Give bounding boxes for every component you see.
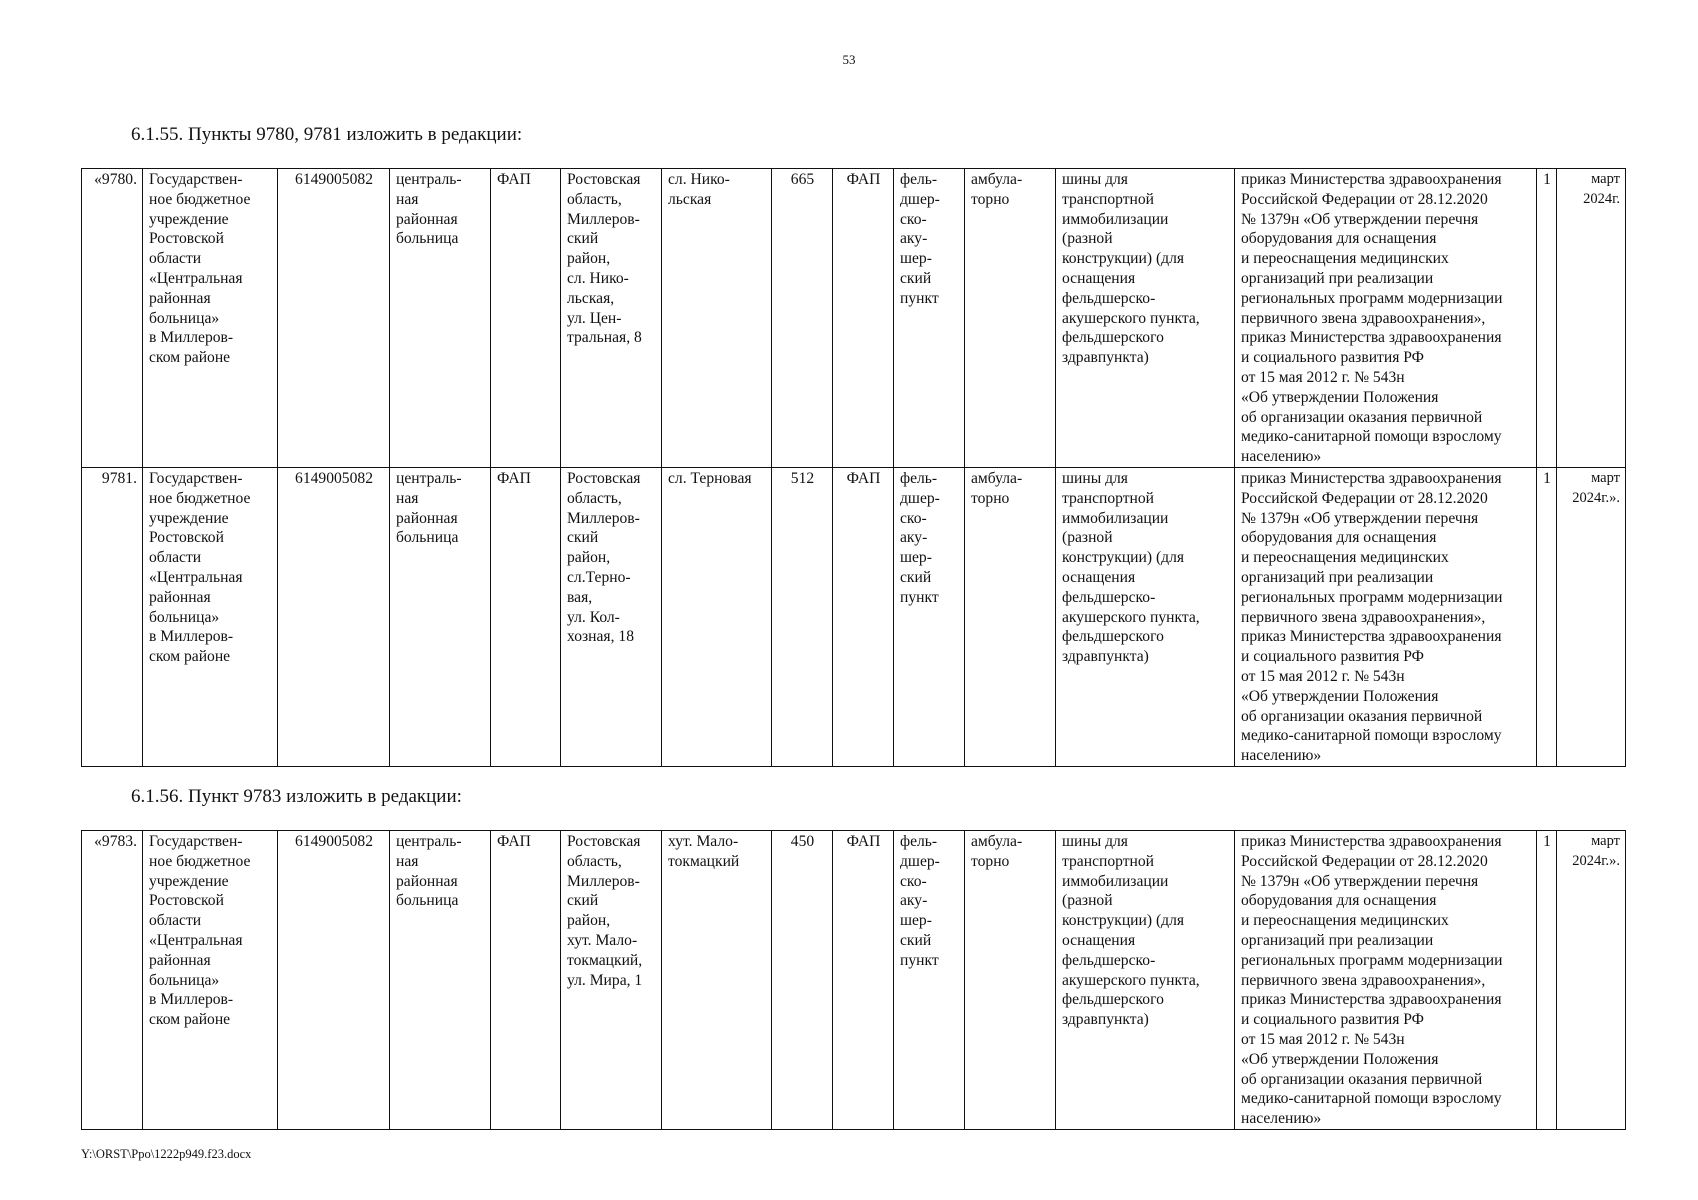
- footer-file-path: Y:\ORST\Ppo\1222p949.f23.docx: [81, 1147, 252, 1161]
- cell-address-line: Миллеров-: [567, 509, 640, 527]
- cell-inn: 6149005082: [278, 169, 390, 468]
- cell-equipment-line: шины для: [1062, 469, 1128, 487]
- cell-date-line: март: [1591, 171, 1620, 187]
- cell-post-type-line: аку-: [900, 230, 928, 248]
- cell-date-line: март: [1591, 833, 1620, 849]
- cell-legal-basis-line: первичного звена здравоохранения»,: [1241, 309, 1486, 327]
- cell-unit: ФАП: [491, 169, 561, 468]
- cell-address-line: ул. Мира, 1: [567, 971, 643, 989]
- cell-organization-line: больница»: [149, 608, 220, 626]
- cell-address-line: вая,: [567, 588, 593, 606]
- cell-settlement-line: льская: [668, 190, 712, 208]
- cell-settlement-line: сл. Нико-: [668, 171, 730, 188]
- cell-post-type-line: ско-: [900, 210, 927, 228]
- cell-post-type-line: дшер-: [900, 190, 940, 208]
- cell-equipment-line: иммобилизации: [1062, 872, 1169, 890]
- cell-equipment-line: здравпункта): [1062, 349, 1149, 367]
- cell-facility-type-line: районная: [396, 872, 458, 890]
- cell-date-line: март: [1591, 469, 1620, 486]
- cell-legal-basis-line: организаций при реализации: [1241, 269, 1434, 287]
- cell-quantity: 1: [1537, 831, 1557, 1130]
- cell-legal-basis-line: населению»: [1241, 448, 1322, 466]
- cell-unit: ФАП: [491, 467, 561, 766]
- cell-legal-basis-line: оборудования для оснащения: [1241, 529, 1437, 547]
- cell-settlement: [662, 831, 772, 1130]
- cell-unit-type: ФАП: [833, 169, 894, 468]
- cell-equipment-line: фельдшерско-: [1062, 289, 1156, 307]
- cell-equipment-line: (разной: [1062, 892, 1113, 910]
- cell-organization-line: области: [149, 549, 202, 567]
- cell-address: [561, 169, 662, 468]
- cell-equipment-line: конструкции) (для: [1062, 549, 1185, 567]
- cell-post-type-line: дшер-: [900, 489, 940, 507]
- cell-facility-type-line: ная: [396, 489, 419, 507]
- cell-legal-basis-line: № 1379н «Об утверждении перечня: [1241, 509, 1479, 527]
- cell-facility-type-line: районная: [396, 210, 458, 228]
- cell-organization-line: ное бюджетное: [149, 489, 251, 507]
- cell-post-type: [894, 169, 965, 468]
- cell-facility-type-line: больница: [396, 529, 459, 547]
- cell-organization-line: ском районе: [149, 1011, 231, 1029]
- cell-address: [561, 467, 662, 766]
- cell-legal-basis-line: и переоснащения медицинских: [1241, 912, 1449, 930]
- cell-post-type-line: аку-: [900, 892, 928, 910]
- cell-address-line: ский: [567, 529, 599, 547]
- cell-equipment-line: шины для: [1062, 833, 1128, 850]
- cell-equipment-line: акушерского пункта,: [1062, 971, 1200, 989]
- cell-organization-line: области: [149, 250, 202, 268]
- cell-care-form-line: амбула-: [971, 469, 1023, 487]
- cell-address-line: Ростовская: [567, 469, 641, 487]
- entries-table: [81, 168, 1626, 767]
- cell-address-line: район,: [567, 912, 611, 930]
- cell-number: «9783.: [82, 831, 143, 1130]
- section-heading: 6.1.56. Пункт 9783 изложить в редакции:: [131, 786, 462, 807]
- cell-organization-line: ное бюджетное: [149, 852, 251, 870]
- cell-date: [1557, 831, 1626, 1130]
- cell-number: «9780.: [82, 169, 143, 468]
- cell-legal-basis-line: приказ Министерства здравоохранения: [1241, 171, 1502, 188]
- cell-organization-line: учреждение: [149, 509, 229, 527]
- cell-legal-basis-line: приказ Министерства здравоохранения: [1241, 469, 1502, 487]
- cell-equipment-line: акушерского пункта,: [1062, 608, 1200, 626]
- cell-equipment-line: транспортной: [1062, 852, 1155, 870]
- cell-organization-line: в Миллеров-: [149, 628, 234, 646]
- cell-post-type-line: пункт: [900, 588, 939, 606]
- cell-post-type-line: ско-: [900, 872, 927, 890]
- cell-legal-basis-line: населению»: [1241, 1110, 1322, 1128]
- cell-post-type-line: ско-: [900, 509, 927, 527]
- cell-legal-basis-line: приказ Министерства здравоохранения: [1241, 329, 1502, 347]
- cell-equipment-line: (разной: [1062, 230, 1113, 248]
- cell-legal-basis-line: медико-санитарной помощи взрослому: [1241, 727, 1502, 745]
- cell-equipment-line: фельдшерского: [1062, 329, 1164, 347]
- cell-settlement-line: токмацкий: [668, 852, 740, 870]
- cell-address-line: льская,: [567, 289, 615, 307]
- cell-settlement: [662, 467, 772, 766]
- cell-post-type-line: фель-: [900, 469, 938, 487]
- cell-facility-type-line: районная: [396, 509, 458, 527]
- cell-population: 450: [772, 831, 833, 1130]
- cell-organization-line: ском районе: [149, 648, 231, 666]
- cell-organization-line: ное бюджетное: [149, 190, 251, 208]
- cell-facility-type-line: централь-: [396, 833, 462, 850]
- cell-care-form: [965, 169, 1056, 468]
- cell-equipment-line: здравпункта): [1062, 648, 1149, 666]
- cell-organization: [143, 169, 278, 468]
- cell-post-type-line: ский: [900, 269, 932, 287]
- cell-equipment-line: транспортной: [1062, 489, 1155, 507]
- cell-legal-basis-line: и социального развития РФ: [1241, 648, 1424, 666]
- cell-legal-basis-line: приказ Министерства здравоохранения: [1241, 991, 1502, 1009]
- section-heading: 6.1.55. Пункты 9780, 9781 изложить в редакции:: [131, 124, 523, 145]
- cell-legal-basis-line: и социального развития РФ: [1241, 1011, 1424, 1029]
- cell-quantity: 1: [1537, 169, 1557, 468]
- cell-address-line: район,: [567, 549, 611, 567]
- cell-equipment-line: иммобилизации: [1062, 509, 1169, 527]
- cell-organization-line: районная: [149, 951, 211, 969]
- cell-legal-basis: [1235, 467, 1537, 766]
- cell-legal-basis-line: и переоснащения медицинских: [1241, 549, 1449, 567]
- cell-inn: 6149005082: [278, 831, 390, 1130]
- cell-address-line: ский: [567, 892, 599, 910]
- cell-organization-line: Ростовской: [149, 892, 224, 910]
- cell-legal-basis-line: Российской Федерации от 28.12.2020: [1241, 852, 1488, 870]
- cell-organization: [143, 467, 278, 766]
- cell-address-line: хут. Мало-: [567, 931, 638, 949]
- cell-legal-basis-line: Российской Федерации от 28.12.2020: [1241, 190, 1488, 208]
- cell-equipment-line: конструкции) (для: [1062, 250, 1185, 268]
- cell-care-form-line: торно: [971, 852, 1010, 870]
- cell-equipment-line: фельдшерско-: [1062, 588, 1156, 606]
- cell-legal-basis-line: Российской Федерации от 28.12.2020: [1241, 489, 1488, 507]
- table-row: [82, 831, 1626, 1130]
- cell-address-line: Миллеров-: [567, 210, 640, 228]
- cell-equipment-line: иммобилизации: [1062, 210, 1169, 228]
- cell-equipment: [1056, 467, 1235, 766]
- cell-facility-type: [390, 831, 491, 1130]
- cell-organization-line: области: [149, 912, 202, 930]
- cell-population: 512: [772, 467, 833, 766]
- cell-settlement: [662, 169, 772, 468]
- cell-care-form-line: торно: [971, 489, 1010, 507]
- cell-organization-line: учреждение: [149, 210, 229, 228]
- cell-post-type-line: шер-: [900, 250, 932, 268]
- cell-quantity: 1: [1537, 467, 1557, 766]
- cell-equipment-line: оснащения: [1062, 931, 1136, 949]
- cell-post-type-line: фель-: [900, 171, 938, 188]
- cell-equipment: [1056, 169, 1235, 468]
- cell-legal-basis-line: «Об утверждении Положения: [1241, 1050, 1439, 1068]
- cell-date-line: 2024г.».: [1572, 852, 1620, 869]
- cell-legal-basis: [1235, 831, 1537, 1130]
- cell-equipment-line: здравпункта): [1062, 1011, 1149, 1029]
- cell-care-form: [965, 467, 1056, 766]
- cell-legal-basis-line: региональных программ модернизации: [1241, 289, 1503, 307]
- cell-settlement-line: хут. Мало-: [668, 833, 739, 850]
- cell-equipment-line: транспортной: [1062, 190, 1155, 208]
- cell-inn: 6149005082: [278, 467, 390, 766]
- cell-legal-basis-line: населению»: [1241, 747, 1322, 765]
- cell-address-line: токмацкий,: [567, 951, 643, 969]
- cell-date-line: 2024г.».: [1572, 489, 1620, 506]
- cell-facility-type-line: ная: [396, 852, 419, 870]
- cell-equipment-line: конструкции) (для: [1062, 912, 1185, 930]
- cell-facility-type: [390, 169, 491, 468]
- cell-facility-type-line: централь-: [396, 469, 462, 487]
- cell-legal-basis-line: об организации оказания первичной: [1241, 408, 1483, 426]
- table-row: [82, 169, 1626, 468]
- cell-post-type-line: шер-: [900, 912, 932, 930]
- cell-legal-basis-line: № 1379н «Об утверждении перечня: [1241, 210, 1479, 228]
- cell-legal-basis-line: и социального развития РФ: [1241, 349, 1424, 367]
- cell-legal-basis-line: приказ Министерства здравоохранения: [1241, 628, 1502, 646]
- cell-address-line: ский: [567, 230, 599, 248]
- cell-post-type-line: аку-: [900, 529, 928, 547]
- cell-equipment-line: фельдшерского: [1062, 628, 1164, 646]
- cell-post-type-line: пункт: [900, 289, 939, 307]
- cell-organization-line: больница»: [149, 309, 220, 327]
- cell-equipment-line: оснащения: [1062, 568, 1136, 586]
- cell-population: 665: [772, 169, 833, 468]
- cell-address-line: Ростовская: [567, 833, 641, 850]
- cell-organization-line: «Центральная: [149, 931, 243, 949]
- cell-equipment: [1056, 831, 1235, 1130]
- cell-legal-basis-line: региональных программ модернизации: [1241, 951, 1503, 969]
- cell-address-line: область,: [567, 190, 622, 208]
- cell-legal-basis-line: от 15 мая 2012 г. № 543н: [1241, 1030, 1405, 1048]
- page-number: 53: [842, 52, 856, 67]
- cell-address-line: тральная, 8: [567, 329, 642, 347]
- cell-organization-line: «Центральная: [149, 568, 243, 586]
- cell-legal-basis-line: «Об утверждении Положения: [1241, 687, 1439, 705]
- cell-settlement-line: сл. Терновая: [668, 469, 752, 487]
- cell-facility-type-line: ная: [396, 190, 419, 208]
- cell-legal-basis-line: первичного звена здравоохранения»,: [1241, 608, 1486, 626]
- cell-organization-line: районная: [149, 289, 211, 307]
- cell-date: [1557, 169, 1626, 468]
- cell-organization-line: в Миллеров-: [149, 991, 234, 1009]
- cell-address-line: область,: [567, 852, 622, 870]
- cell-organization-line: «Центральная: [149, 269, 243, 287]
- cell-address-line: хозная, 18: [567, 628, 634, 646]
- cell-care-form: [965, 831, 1056, 1130]
- cell-legal-basis-line: приказ Министерства здравоохранения: [1241, 833, 1502, 850]
- cell-legal-basis: [1235, 169, 1537, 468]
- cell-equipment-line: оснащения: [1062, 269, 1136, 287]
- cell-unit-type: ФАП: [833, 831, 894, 1130]
- cell-address-line: район,: [567, 250, 611, 268]
- cell-post-type-line: ский: [900, 931, 932, 949]
- cell-legal-basis-line: «Об утверждении Положения: [1241, 388, 1439, 406]
- cell-address: [561, 831, 662, 1130]
- cell-care-form-line: амбула-: [971, 171, 1023, 188]
- cell-equipment-line: фельдшерско-: [1062, 951, 1156, 969]
- cell-organization-line: ском районе: [149, 349, 231, 367]
- cell-facility-type-line: больница: [396, 892, 459, 910]
- cell-organization-line: Ростовской: [149, 230, 224, 248]
- cell-post-type: [894, 831, 965, 1130]
- cell-post-type: [894, 467, 965, 766]
- entries-table: [81, 830, 1626, 1130]
- cell-organization-line: в Миллеров-: [149, 329, 234, 347]
- cell-date-line: 2024г.: [1583, 190, 1620, 207]
- cell-address-line: Ростовская: [567, 171, 641, 188]
- cell-legal-basis-line: организаций при реализации: [1241, 931, 1434, 949]
- cell-equipment-line: (разной: [1062, 529, 1113, 547]
- cell-legal-basis-line: медико-санитарной помощи взрослому: [1241, 428, 1502, 446]
- cell-address-line: Миллеров-: [567, 872, 640, 890]
- cell-legal-basis-line: от 15 мая 2012 г. № 543н: [1241, 368, 1405, 386]
- cell-legal-basis-line: от 15 мая 2012 г. № 543н: [1241, 667, 1405, 685]
- cell-organization-line: районная: [149, 588, 211, 606]
- cell-care-form-line: амбула-: [971, 833, 1023, 850]
- cell-equipment-line: шины для: [1062, 171, 1128, 188]
- cell-post-type-line: ский: [900, 568, 932, 586]
- cell-organization-line: учреждение: [149, 872, 229, 890]
- cell-organization: [143, 831, 278, 1130]
- cell-legal-basis-line: региональных программ модернизации: [1241, 588, 1503, 606]
- cell-organization-line: Государствен-: [149, 833, 243, 850]
- cell-legal-basis-line: об организации оказания первичной: [1241, 707, 1483, 725]
- cell-address-line: сл. Нико-: [567, 269, 629, 287]
- cell-legal-basis-line: оборудования для оснащения: [1241, 230, 1437, 248]
- cell-equipment-line: акушерского пункта,: [1062, 309, 1200, 327]
- cell-unit: ФАП: [491, 831, 561, 1130]
- cell-date: [1557, 467, 1626, 766]
- cell-facility-type: [390, 467, 491, 766]
- cell-legal-basis-line: первичного звена здравоохранения»,: [1241, 971, 1486, 989]
- cell-legal-basis-line: организаций при реализации: [1241, 568, 1434, 586]
- cell-post-type-line: пункт: [900, 951, 939, 969]
- cell-unit-type: ФАП: [833, 467, 894, 766]
- cell-post-type-line: дшер-: [900, 852, 940, 870]
- cell-number: 9781.: [82, 467, 143, 766]
- table-row: [82, 467, 1626, 766]
- cell-address-line: сл.Терно-: [567, 568, 631, 586]
- cell-legal-basis-line: оборудования для оснащения: [1241, 892, 1437, 910]
- cell-legal-basis-line: и переоснащения медицинских: [1241, 250, 1449, 268]
- cell-organization-line: больница»: [149, 971, 220, 989]
- cell-address-line: область,: [567, 489, 622, 507]
- cell-care-form-line: торно: [971, 190, 1010, 208]
- cell-legal-basis-line: медико-санитарной помощи взрослому: [1241, 1090, 1502, 1108]
- cell-address-line: ул. Кол-: [567, 608, 620, 626]
- cell-legal-basis-line: № 1379н «Об утверждении перечня: [1241, 872, 1479, 890]
- cell-legal-basis-line: об организации оказания первичной: [1241, 1070, 1483, 1088]
- cell-organization-line: Ростовской: [149, 529, 224, 547]
- cell-organization-line: Государствен-: [149, 469, 243, 487]
- cell-address-line: ул. Цен-: [567, 309, 622, 327]
- cell-post-type-line: шер-: [900, 549, 932, 567]
- cell-equipment-line: фельдшерского: [1062, 991, 1164, 1009]
- cell-facility-type-line: централь-: [396, 171, 462, 188]
- cell-facility-type-line: больница: [396, 230, 459, 248]
- cell-organization-line: Государствен-: [149, 171, 243, 188]
- cell-post-type-line: фель-: [900, 833, 938, 850]
